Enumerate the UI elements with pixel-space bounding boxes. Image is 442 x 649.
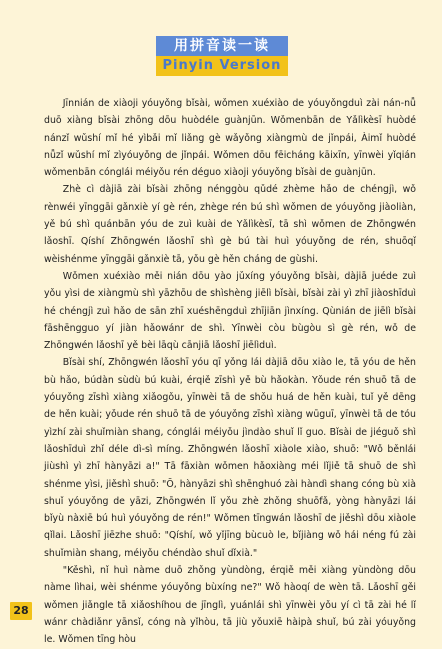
paragraph: "Kěshì, nǐ huì nàme duō zhǒng yùndòng, érqiě měi xiàng yùndòng dōu nàme lìhai, wèi shénme yóuyǒng bùxíng ne?" Wǒ hàoqí de wèn tā. Lǎoshī gěi wǒmen jiǎngle tā xiǎoshíhou de jīnglì, yuánlái shì yīnwèi yǒu yí cì tā zài hé lǐ wánr chàdiǎnr yānsǐ, cóng nà yǐhòu, tā jiù yǒuxiē hàipà shuǐ, bú zài yóuyǒng le. Wǒmen tīng hòu	[44, 565, 416, 646]
page-number: 28	[10, 602, 32, 620]
paragraph: Bǐsài shí, Zhōngwén lǎoshī yóu qī yǒng lái dàjiā dōu xiào le, tā yóu de hěn bù hǎo, búdàn sùdù bú kuài, érqiě zīshì yě bù hǎokàn. Yǒude rén shuō tā de yóuyǒng zīshì xiàng xiǎogǒu, yīnwèi tā de shǒu huá de hěn kuài, tuǐ yě dēng de hěn kuài; yǒude rén shuō tā de yóuyǒng zīshì xiàng wūguī, yīnwèi tā de tóu yìzhí zài shuǐmiàn shang, cónglái méiyǒu jìndào shuǐ lǐ guo. Bǐsài de jiéguǒ shì lǎoshīduì zhǐ déle dì-sì míng. Zhōngwén lǎoshī xiàole xiào, shuō: "Wǒ běnlái jiùshì yì zhī hànyāzi a!" Tā fāxiàn wǒmen hǎoxiàng méi lǐjiě tā shuō de shì shénme yìsi, jiěshì shuō: "Ō, hànyāzi shì shēnghuó zài hàndì shang cóng bù xià shuǐ yóuyǒng de yāzi, Zhōngwén lǐ yǒu zhè zhǒng shuōfǎ, yòng hànyāzi lái bǐyù nàxiē bú huì yóuyǒng de rén!" Wǒmen tīngwán lǎoshī de jiěshì dōu xiàole qǐlai. Lǎoshī jiēzhe shuō: "Qíshí, wǒ yǐjīng bùcuò le, bǐjiàng wǒ hái néng fú zài shuǐmiàn shang, méiyǒu chéndào shuǐ dǐxià."	[44, 357, 417, 559]
pinyin-text-body	[44, 95, 416, 649]
section-header	[156, 36, 288, 76]
section-title-chinese: 用拼音读一读	[156, 36, 288, 56]
section-title-english: Pinyin Version	[156, 56, 288, 76]
paragraph: Zhè cì dàjiā zài bǐsài zhōng nénggòu qǔdé zhème hǎo de chéngjì, wǒ rènwéi yīnggāi gǎnxiè yí gè rén, zhège rén bú shì wǒmen de yóuyǒng jiàoliàn, yě bú shì quánbān yóu de zuì kuài de Yǎlìkèsī, tā shì wǒmen de Zhōngwén lǎoshī. Qíshí Zhōngwén lǎoshī shì gè bú tài huì yóuyǒng de rén, shuōqǐ wèishénme yīnggāi gǎnxiè tā, yǒu gè hěn cháng de gùshi.	[44, 184, 416, 265]
paragraph: Jīnnián de xiàoji yóuyǒng bǐsài, wǒmen xuéxiào de yóuyǒngduì zài nán-nǚ duō xiàng bǐsài zhōng dōu huòdéle guànjūn. Wǒmenbān de Yǎlìkèsī huòdé nánzǐ wǔshí mǐ hé yìbǎi mǐ liǎng gè wǎyǒng xiàngmù de jǐnpái, Àimǐ huòdé nǚzǐ wǔshí mǐ zìyóuyǒng de jǐnpái. Wǒmen dōu fēicháng kāixīn, yīnwèi yǐqián wǒmenbān cónglái méiyǒu rén déguo xiàoji yóuyǒng bǐsài de guànjūn.	[44, 98, 416, 179]
paragraph: Wǒmen xuéxiào měi nián dōu yào jǔxíng yóuyǒng bǐsài, dàjiā juéde zuì yǒu yìsi de xiàngmù shì yāzhōu de shìshèng jiēlì bǐsài, bǐsài zài yì zhī jiàoshīduì hé chéngjì zuì hǎo de sān zhī xuéshēngduì zhījiān jìnxíng. Qùnián de jiēlì bǐsài fāshēngguo yí jiàn hǎowánr de shì. Yīnwèi còu bùgòu sì gè rén, wǒ de Zhōngwén lǎoshī yě bèi lāqù cānjiā lǎoshī jiēlìduì.	[44, 270, 416, 352]
